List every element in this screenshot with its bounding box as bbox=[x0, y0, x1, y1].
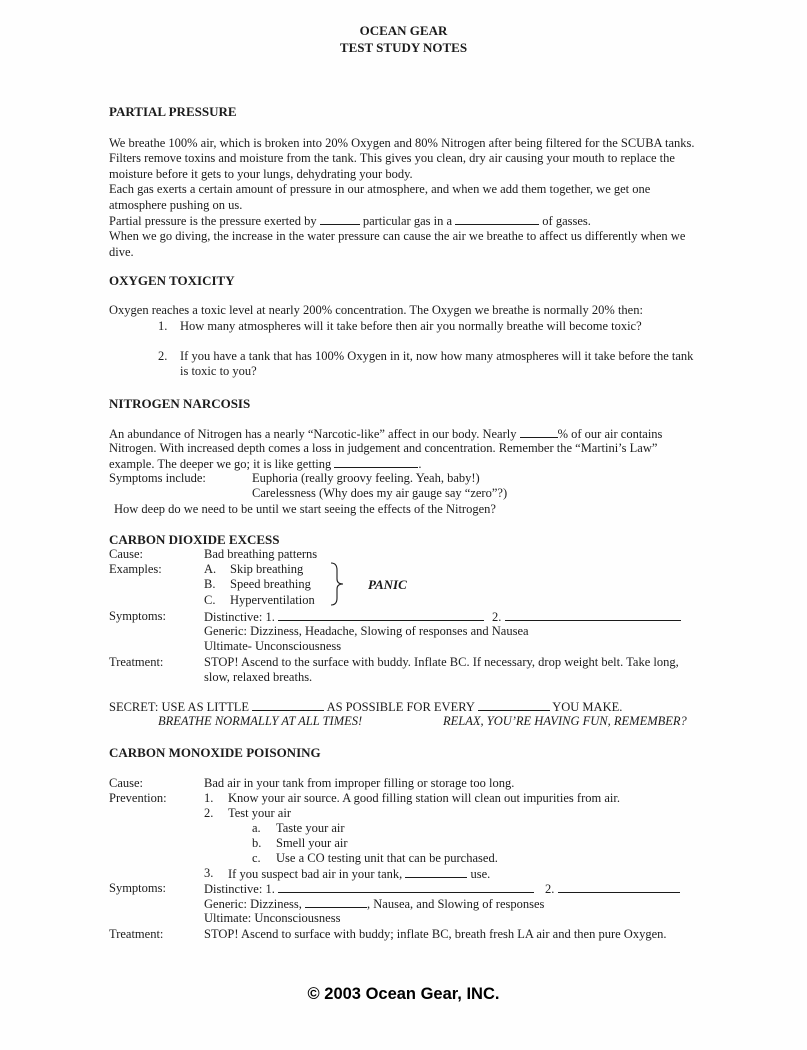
distinctive-line-2 bbox=[545, 881, 680, 897]
cause-label: Cause: bbox=[109, 547, 144, 561]
list-letter: b. bbox=[252, 836, 262, 850]
text-fragment: An abundance of Nitrogen has a nearly “Narcotic-like” affect in our body. Nearly bbox=[109, 427, 517, 441]
treatment-label: Treatment: bbox=[109, 655, 164, 669]
text-fragment: , Nausea, and Slowing of responses bbox=[367, 897, 545, 911]
answer-blank[interactable] bbox=[305, 896, 367, 908]
heading-nitrogen-narcosis: NITROGEN NARCOSIS bbox=[109, 396, 251, 411]
examples-label: Examples: bbox=[109, 562, 162, 576]
text-fragment: . bbox=[418, 457, 422, 471]
right-brace-icon bbox=[329, 562, 345, 606]
text-line: Each gas exerts a certain amount of pressure in our atmosphere, and when we add them together, we get one bbox=[109, 182, 651, 197]
copyright-footer: © 2003 Ocean Gear, INC. bbox=[307, 985, 500, 1003]
prevention-label: Prevention: bbox=[109, 791, 167, 805]
list-letter: A. bbox=[204, 562, 217, 576]
text-fragment: use. bbox=[470, 867, 491, 881]
symptom-item: Euphoria (really groovy feeling. Yeah, baby!) bbox=[252, 471, 480, 485]
distinctive-line-2 bbox=[492, 609, 681, 625]
text-line: Filters remove toxins and moisture from the tank. This gives you clean, dry air causing your mouth to replace the bbox=[109, 151, 675, 166]
answer-blank[interactable] bbox=[478, 699, 550, 711]
question-text: How deep do we need to be until we start seeing the effects of the Nitrogen? bbox=[114, 502, 496, 516]
answer-blank[interactable] bbox=[558, 881, 680, 893]
partial-pressure-body bbox=[109, 136, 739, 260]
text-fragment: 2. bbox=[545, 882, 555, 896]
text-line: When we go diving, the increase in the water pressure can cause the air we breathe to affect us differently when we bbox=[109, 229, 686, 244]
answer-blank[interactable] bbox=[252, 699, 324, 711]
sub-item: Smell your air bbox=[276, 836, 348, 850]
cause-text: Bad air in your tank from improper filling or storage too long. bbox=[204, 776, 515, 790]
text-line: moisture before it gets to your lungs, dehydrating your body. bbox=[109, 166, 413, 181]
text-line: We breathe 100% air, which is broken into 20% Oxygen and 80% Nitrogen after being filtered for the SCUBA tanks. bbox=[109, 136, 695, 150]
panic-label: PANIC bbox=[368, 577, 407, 592]
secret-tip-right: RELAX, YOU’RE HAVING FUN, REMEMBER? bbox=[443, 714, 687, 728]
answer-blank[interactable] bbox=[405, 866, 467, 878]
answer-blank[interactable] bbox=[520, 426, 558, 438]
question-text: is toxic to you? bbox=[180, 364, 257, 378]
text-fragment: Distinctive: 1. bbox=[204, 610, 275, 624]
ultimate-symptom: Ultimate: Unconsciousness bbox=[204, 911, 341, 925]
example-item: Speed breathing bbox=[230, 577, 311, 591]
list-letter: B. bbox=[204, 577, 216, 591]
treatment-label: Treatment: bbox=[109, 927, 164, 941]
list-number: 2. bbox=[158, 349, 168, 363]
generic-symptoms: Generic: Dizziness, Headache, Slowing of responses and Nausea bbox=[204, 624, 529, 638]
answer-blank[interactable] bbox=[334, 456, 418, 468]
text-line: Nitrogen. With increased depth comes a loss in judgement and concentration. Remember the “Martini’s Law” bbox=[109, 441, 658, 455]
secret-tip-left: BREATHE NORMALLY AT ALL TIMES! bbox=[158, 714, 363, 728]
sub-item: Use a CO testing unit that can be purchased. bbox=[276, 851, 498, 865]
example-item: Skip breathing bbox=[230, 562, 304, 576]
symptoms-label: Symptoms include: bbox=[109, 471, 206, 485]
fill-in-line bbox=[109, 426, 662, 442]
fill-in-line bbox=[109, 213, 739, 229]
fill-in-line bbox=[109, 456, 422, 472]
list-number: 3. bbox=[204, 866, 214, 880]
doc-subtitle: TEST STUDY NOTES bbox=[339, 40, 468, 55]
example-item: Hyperventilation bbox=[230, 593, 315, 607]
cause-label: Cause: bbox=[109, 776, 144, 790]
prevention-item: Test your air bbox=[228, 806, 291, 820]
text-fragment: 2. bbox=[492, 610, 502, 624]
text-fragment: YOU MAKE. bbox=[552, 700, 623, 714]
ultimate-symptom: Ultimate- Unconsciousness bbox=[204, 639, 342, 653]
answer-blank[interactable] bbox=[278, 881, 534, 893]
text-fragment: % of our air contains bbox=[557, 427, 663, 441]
list-letter: C. bbox=[204, 593, 216, 607]
answer-blank[interactable] bbox=[505, 609, 681, 621]
treatment-text: slow, relaxed breaths. bbox=[204, 670, 313, 684]
heading-oxygen-toxicity: OXYGEN TOXICITY bbox=[109, 273, 235, 288]
fill-in-line bbox=[228, 866, 490, 882]
symptoms-label: Symptoms: bbox=[109, 881, 166, 895]
treatment-text: STOP! Ascend to surface with buddy; inflate BC, breath fresh LA air and then pure Oxygen. bbox=[204, 927, 667, 941]
list-number: 1. bbox=[204, 791, 214, 805]
question-text: If you have a tank that has 100% Oxygen in it, now how many atmospheres will it take before the tank bbox=[180, 349, 694, 363]
generic-symptoms bbox=[204, 896, 544, 912]
treatment-text: STOP! Ascend to the surface with buddy. Inflate BC. If necessary, drop weight belt. Take long, bbox=[204, 655, 679, 669]
symptom-item: Carelessness (Why does my air gauge say “zero”?) bbox=[252, 486, 508, 500]
symptoms-label: Symptoms: bbox=[109, 609, 166, 623]
prevention-item: Know your air source. A good filling station will clean out impurities from air. bbox=[228, 791, 620, 805]
text-line: dive. bbox=[109, 244, 134, 259]
doc-title: OCEAN GEAR bbox=[359, 23, 448, 38]
answer-blank[interactable] bbox=[455, 213, 539, 225]
sub-item: Taste your air bbox=[276, 821, 345, 835]
list-number: 2. bbox=[204, 806, 214, 820]
text-fragment: Partial pressure is the pressure exerted by bbox=[109, 214, 317, 229]
text-fragment: particular gas in a bbox=[362, 214, 453, 229]
text-fragment: AS POSSIBLE FOR EVERY bbox=[326, 700, 475, 714]
text-fragment: Distinctive: 1. bbox=[204, 882, 275, 896]
heading-partial-pressure: PARTIAL PRESSURE bbox=[109, 104, 237, 119]
heading-co-poisoning: CARBON MONOXIDE POISONING bbox=[109, 745, 321, 760]
text-fragment: of gasses. bbox=[542, 214, 591, 229]
text-fragment: If you suspect bad air in your tank, bbox=[228, 867, 403, 881]
list-letter: a. bbox=[252, 821, 261, 835]
heading-co2-excess: CARBON DIOXIDE EXCESS bbox=[109, 532, 280, 547]
list-number: 1. bbox=[158, 319, 168, 333]
distinctive-line bbox=[204, 609, 484, 625]
answer-blank[interactable] bbox=[320, 213, 360, 225]
distinctive-line bbox=[204, 881, 534, 897]
cause-text: Bad breathing patterns bbox=[204, 547, 318, 561]
text-fragment: example. The deeper we go; it is like getting bbox=[109, 457, 332, 471]
text-fragment: Generic: Dizziness, bbox=[204, 897, 302, 911]
list-letter: c. bbox=[252, 851, 261, 865]
answer-blank[interactable] bbox=[278, 609, 484, 621]
text-line: Oxygen reaches a toxic level at nearly 200% concentration. The Oxygen we breathe is normally 20% then: bbox=[109, 303, 643, 317]
text-line: atmosphere pushing on us. bbox=[109, 197, 243, 212]
text-fragment: SECRET: USE AS LITTLE bbox=[109, 700, 250, 714]
question-text: How many atmospheres will it take before then air you normally breathe will become toxic? bbox=[180, 319, 642, 333]
secret-line bbox=[109, 699, 622, 715]
